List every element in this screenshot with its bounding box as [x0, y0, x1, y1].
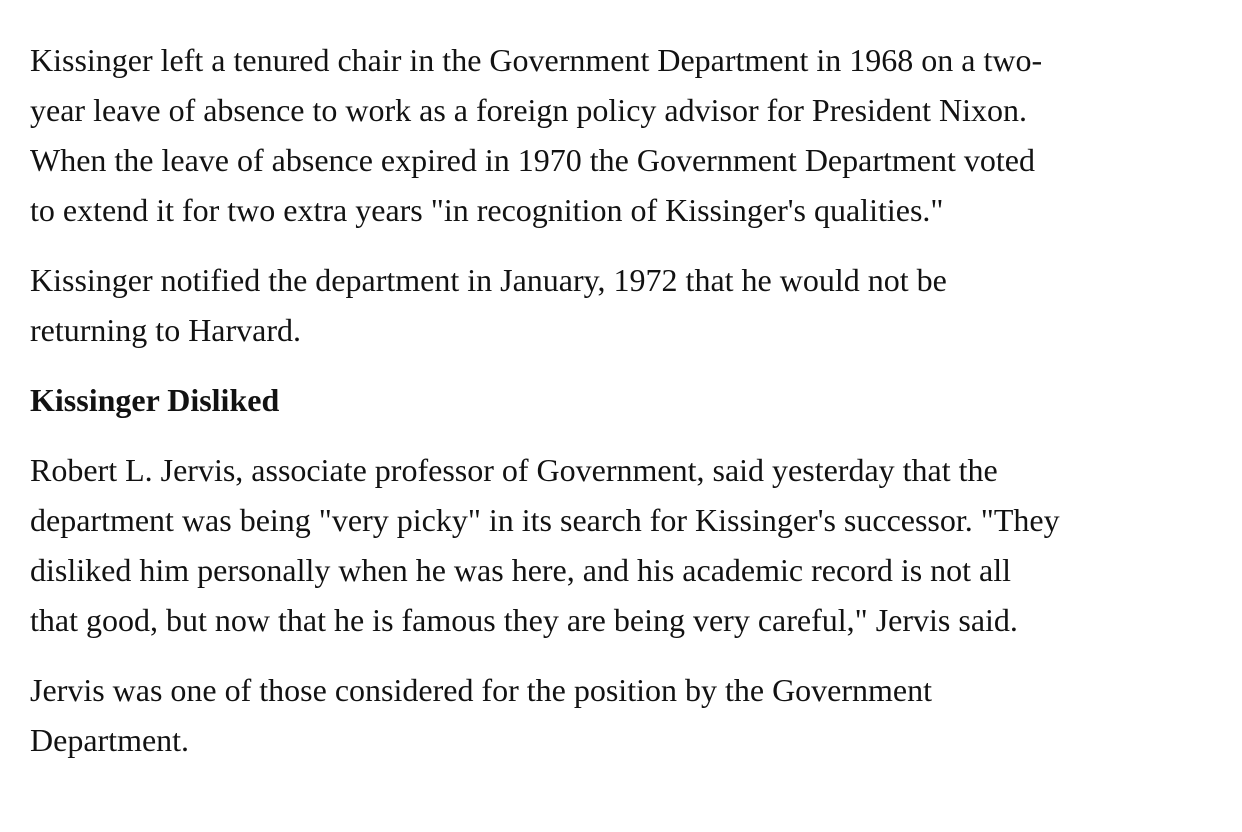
- paragraph-not-returning: [30, 255, 1230, 355]
- section-subheading: Kissinger Disliked: [30, 382, 280, 418]
- text-line: Kissinger notified the department in January, 1972 that he would not be: [30, 262, 947, 298]
- text-line: When the leave of absence expired in 1970 the Government Department voted: [30, 142, 1035, 178]
- text-line: Department.: [30, 722, 190, 758]
- text-line: returning to Harvard.: [30, 312, 302, 348]
- paragraph-jervis-quote: [30, 445, 1230, 645]
- text-line: Robert L. Jervis, associate professor of Government, said yesterday that the: [30, 452, 998, 488]
- paragraph-leave-of-absence: [30, 35, 1230, 235]
- text-line: department was being "very picky" in its search for Kissinger's successor. "They: [30, 502, 1060, 538]
- text-line: Jervis was one of those considered for the position by the Government: [30, 672, 933, 708]
- text-line: disliked him personally when he was here, and his academic record is not all: [30, 552, 1012, 588]
- text-line: that good, but now that he is famous they are being very careful," Jervis said.: [30, 602, 1018, 638]
- text-line: year leave of absence to work as a foreign policy advisor for President Nixon.: [30, 92, 1027, 128]
- text-line: to extend it for two extra years "in recognition of Kissinger's qualities.": [30, 192, 944, 228]
- text-line: Kissinger left a tenured chair in the Government Department in 1968 on a two-: [30, 42, 1043, 78]
- paragraph-jervis-considered: [30, 665, 1230, 765]
